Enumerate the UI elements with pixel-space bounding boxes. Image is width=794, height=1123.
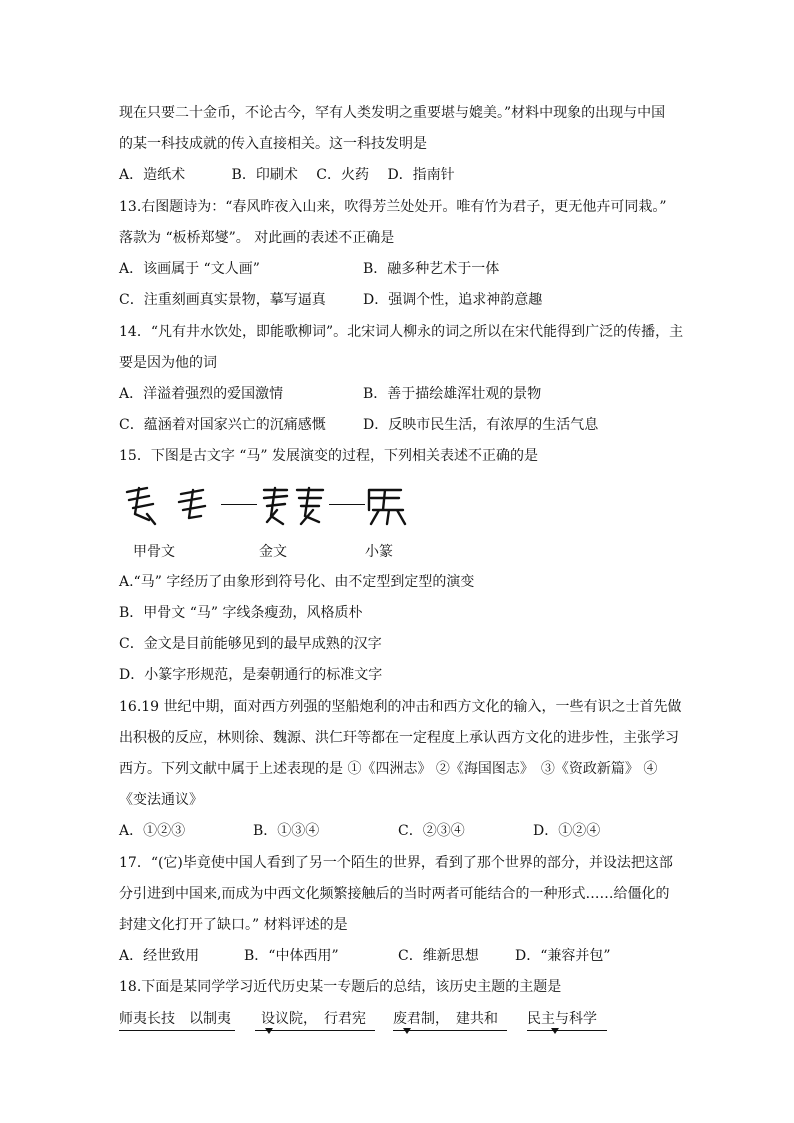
q13-stem-2: 落款为 “板桥郑燮”。 对此画的表述不正确是 bbox=[119, 230, 395, 246]
q15-option-d: D．小篆字形规范，是秦朝通行的标准文字 bbox=[119, 667, 383, 683]
q15-option-b: B．甲骨文 “马” 字线条瘦劲，风格质朴 bbox=[119, 605, 363, 621]
evolution-arrow-2 bbox=[329, 504, 365, 505]
intro-line-1: 现在只要二十金币，不论古今，罕有人类发明之重要堪与媲美。”材料中现象的出现与中国 bbox=[119, 105, 666, 121]
q14-stem-2: 要是因为他的词 bbox=[119, 355, 217, 371]
q13-option-d: D．强调个性，追求神韵意趣 bbox=[363, 292, 543, 308]
q18-history-flow bbox=[119, 1010, 609, 1034]
q17-stem-2: 分引进到中国来,而成为中西文化频繁接触后的当时两者可能结合的一种形式……给僵化的 bbox=[119, 886, 670, 902]
caption-oracle-bone: 甲骨文 bbox=[133, 544, 175, 560]
q16-option-b: B．①③④ bbox=[253, 823, 320, 839]
flow-step-2-label: 设议院， 行君宪 bbox=[261, 1011, 366, 1027]
q13-option-a: A．该画属于 “文人画” bbox=[119, 261, 260, 277]
flow-step-1 bbox=[119, 1010, 235, 1031]
flow-step-3 bbox=[393, 1010, 507, 1031]
q16-stem-2: 出积极的反应，林则徐、魏源、洪仁玕等都在一定程度上承认西方文化的进步性，主张学习 bbox=[119, 730, 679, 746]
q13-option-c: C．注重刻画真实景物，摹写逼真 bbox=[119, 292, 326, 308]
intro-line-2: 的某一科技成就的传入直接相关。这一科技发明是 bbox=[119, 136, 427, 152]
q17-option-c: C．维新思想 bbox=[398, 948, 479, 964]
q12-options: A．造纸术 B．印刷术 C．火药 D．指南针 bbox=[119, 167, 455, 183]
q13-stem-1: 13.右图题诗为：“春风昨夜入山来，吹得芳兰处处开。唯有竹为君子，更无他卉可同栽。” bbox=[119, 199, 667, 215]
q14-option-b: B．善于描绘雄浑壮观的景物 bbox=[363, 386, 542, 402]
q14-option-c: C．蕴涵着对国家兴亡的沉痛感慨 bbox=[119, 417, 326, 433]
flow-arrow-icon bbox=[403, 1028, 411, 1034]
q17-stem-3: 封建文化打开了缺口。” 材料评述的是 bbox=[119, 917, 348, 933]
q17-option-d: D．“兼容并包” bbox=[515, 948, 611, 964]
caption-small-seal: 小篆 bbox=[365, 544, 393, 560]
q16-stem-4: 《变法通议》 bbox=[119, 792, 203, 808]
q17-option-a: A．经世致用 bbox=[119, 948, 200, 964]
q18-stem: 18.下面是某同学学习近代历史某一专题后的总结，该历史主题的主题是 bbox=[119, 979, 562, 995]
q14-option-d: D．反映市民生活，有浓厚的生活气息 bbox=[363, 417, 599, 433]
q17-stem-1: 17．“(它)毕竟使中国人看到了另一个陌生的世界，看到了那个世界的部分，并设法把这部 bbox=[119, 855, 673, 871]
q16-option-d: D．①②④ bbox=[533, 823, 601, 839]
evolution-arrow-1 bbox=[221, 504, 257, 505]
flow-step-1-label: 师夷长技 以制夷 bbox=[119, 1011, 231, 1027]
q17-option-b: B．“中体西用” bbox=[244, 948, 339, 964]
q14-option-a: A．洋溢着强烈的爱国激情 bbox=[119, 386, 284, 402]
flow-arrow-icon bbox=[551, 1028, 559, 1034]
q16-stem-1: 16.19 世纪中期，面对西方列强的坚船炮利的冲击和西方文化的输入，一些有识之士首先做 bbox=[119, 699, 682, 715]
flow-step-3-label: 废君制， 建共和 bbox=[393, 1011, 498, 1027]
horse-character-evolution-figure bbox=[119, 480, 439, 530]
flow-step-2 bbox=[255, 1010, 375, 1031]
flow-arrow-icon bbox=[265, 1028, 273, 1034]
q15-option-c: C．金文是目前能够见到的最早成熟的汉字 bbox=[119, 636, 382, 652]
caption-bronze: 金文 bbox=[259, 544, 287, 560]
ancient-horse-glyphs-image bbox=[119, 480, 439, 530]
q14-stem-1: 14．“凡有井水饮处，即能歌柳词”。北宋词人柳永的词之所以在宋代能得到广泛的传播，主 bbox=[119, 324, 684, 340]
flow-step-4 bbox=[527, 1010, 607, 1031]
flow-step-4-label: 民主与科学 bbox=[527, 1011, 597, 1027]
q16-option-c: C．②③④ bbox=[398, 823, 465, 839]
q16-option-a: A．①②③ bbox=[119, 823, 186, 839]
q13-option-b: B．融多种艺术于一体 bbox=[363, 261, 500, 277]
q15-option-a: A.“马” 字经历了由象形到符号化、由不定型到定型的演变 bbox=[119, 574, 475, 590]
q15-stem: 15．下图是古文字 “马” 发展演变的过程，下列相关表述不正确的是 bbox=[119, 448, 539, 464]
q16-stem-3: 西方。下列文献中属于上述表现的是 ①《四洲志》 ②《海国图志》 ③《资政新篇》 ④ bbox=[119, 761, 658, 777]
